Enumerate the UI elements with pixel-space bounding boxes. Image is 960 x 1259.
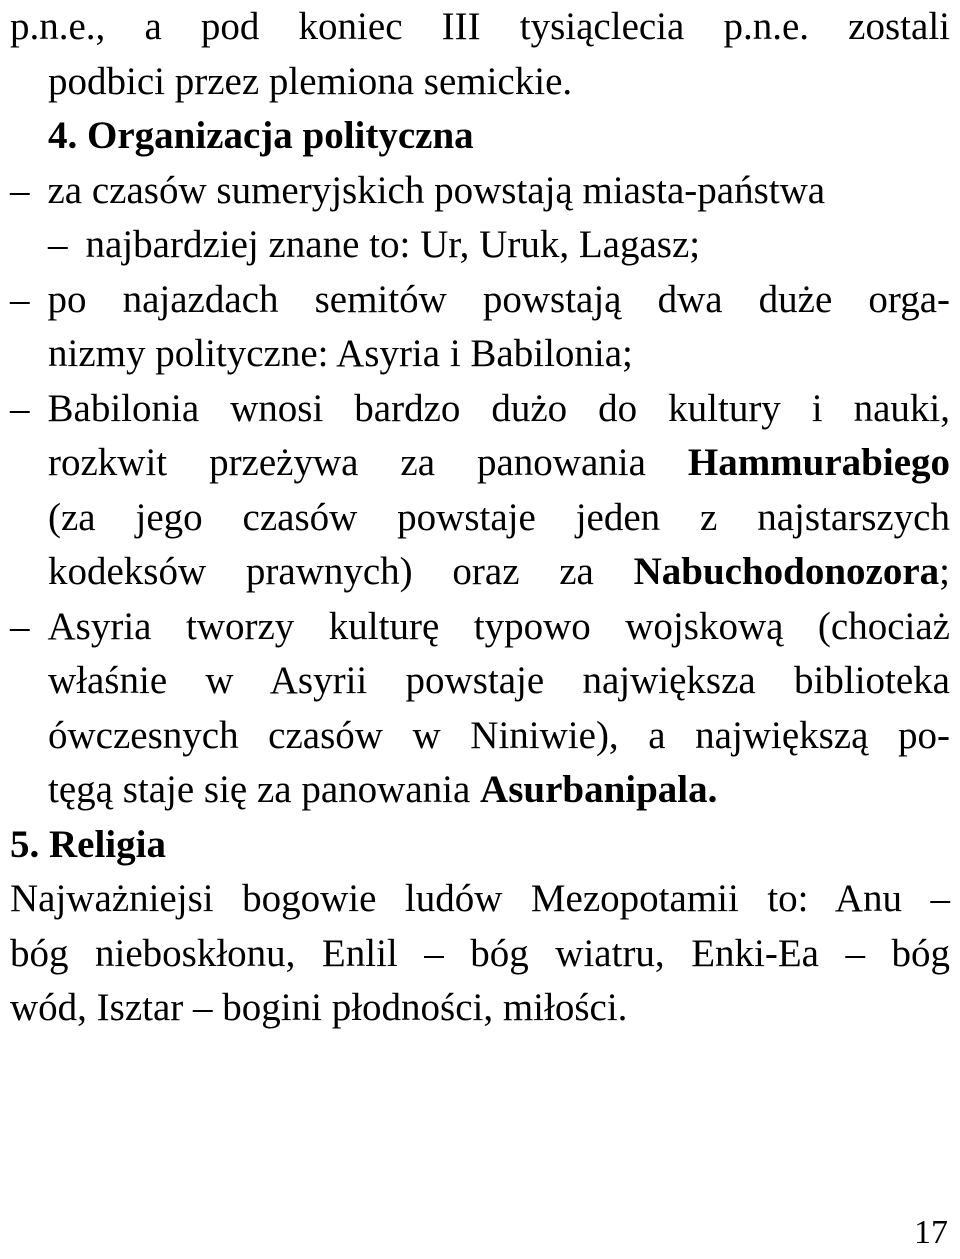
dash-bullet: – bbox=[10, 386, 30, 430]
list-item-text: najbardziej znane to: Ur, Uruk, Lagasz; bbox=[85, 223, 701, 266]
text-span: ; bbox=[939, 550, 951, 593]
text-line bbox=[48, 763, 950, 818]
text-line: Najważniejsi bogowie ludów Mezopotamii to: Anu – bbox=[10, 877, 950, 920]
section-title: Organizacja polityczna bbox=[87, 114, 474, 157]
dash-bullet: – bbox=[48, 223, 68, 266]
text-span: rozkwit przeżywa za panowania bbox=[48, 441, 646, 484]
text-line: bóg nieboskłonu, Enlil – bóg wiatru, Enki-Ea – bóg bbox=[10, 931, 950, 975]
name-hammurabi: Hammurabiego bbox=[687, 441, 951, 484]
list-item-text: Babilonia wnosi bardzo dużo do kultury i nauki, bbox=[47, 386, 950, 430]
section-number: 4. bbox=[48, 114, 78, 157]
list-item-text: za czasów sumeryjskich powstają miasta-państwa bbox=[47, 168, 826, 212]
list-item-text: po najazdach semitów powstają dwa duże orga- bbox=[47, 277, 950, 321]
section-title: 5. Religia bbox=[10, 822, 166, 866]
text-line: nizmy polityczne: Asyria i Babilonia; bbox=[48, 332, 633, 375]
list-item bbox=[10, 273, 950, 328]
text-line: (za jego czasów powstaje jeden z najstarszych bbox=[48, 495, 950, 539]
section-heading-4 bbox=[48, 109, 950, 164]
text-line: podbici przez plemiona semickie. bbox=[48, 59, 573, 103]
text-span: tęgą staje się za panowania bbox=[48, 768, 471, 811]
page-body bbox=[10, 0, 950, 1036]
text-line: wód, Isztar – bogini płodności, miłości. bbox=[10, 986, 628, 1029]
dash-bullet: – bbox=[10, 168, 30, 212]
dash-bullet: – bbox=[10, 604, 30, 648]
list-item bbox=[10, 600, 950, 655]
section-heading-5 bbox=[10, 818, 950, 873]
text-line: ówczesnych czasów w Niniwie), a największą po- bbox=[48, 713, 950, 757]
list-item bbox=[10, 382, 950, 437]
text-line: p.n.e., a pod koniec III tysiąclecia p.n.e. zostali bbox=[10, 5, 950, 48]
text-line bbox=[48, 545, 950, 600]
text-line bbox=[48, 436, 950, 491]
name-nabuchodonozor: Nabuchodonozora bbox=[633, 550, 940, 593]
page-number: 17 bbox=[914, 1214, 948, 1251]
dash-bullet: – bbox=[10, 277, 30, 321]
list-item bbox=[48, 218, 950, 273]
list-item-text: Asyria tworzy kulturę typowo wojskową (chociaż bbox=[47, 604, 950, 648]
list-item bbox=[10, 164, 950, 219]
text-line: właśnie w Asyrii powstaje największa biblioteka bbox=[48, 659, 950, 702]
name-asurbanipal: Asurbanipala. bbox=[480, 768, 718, 811]
text-span: kodeksów prawnych) oraz za bbox=[48, 550, 594, 593]
